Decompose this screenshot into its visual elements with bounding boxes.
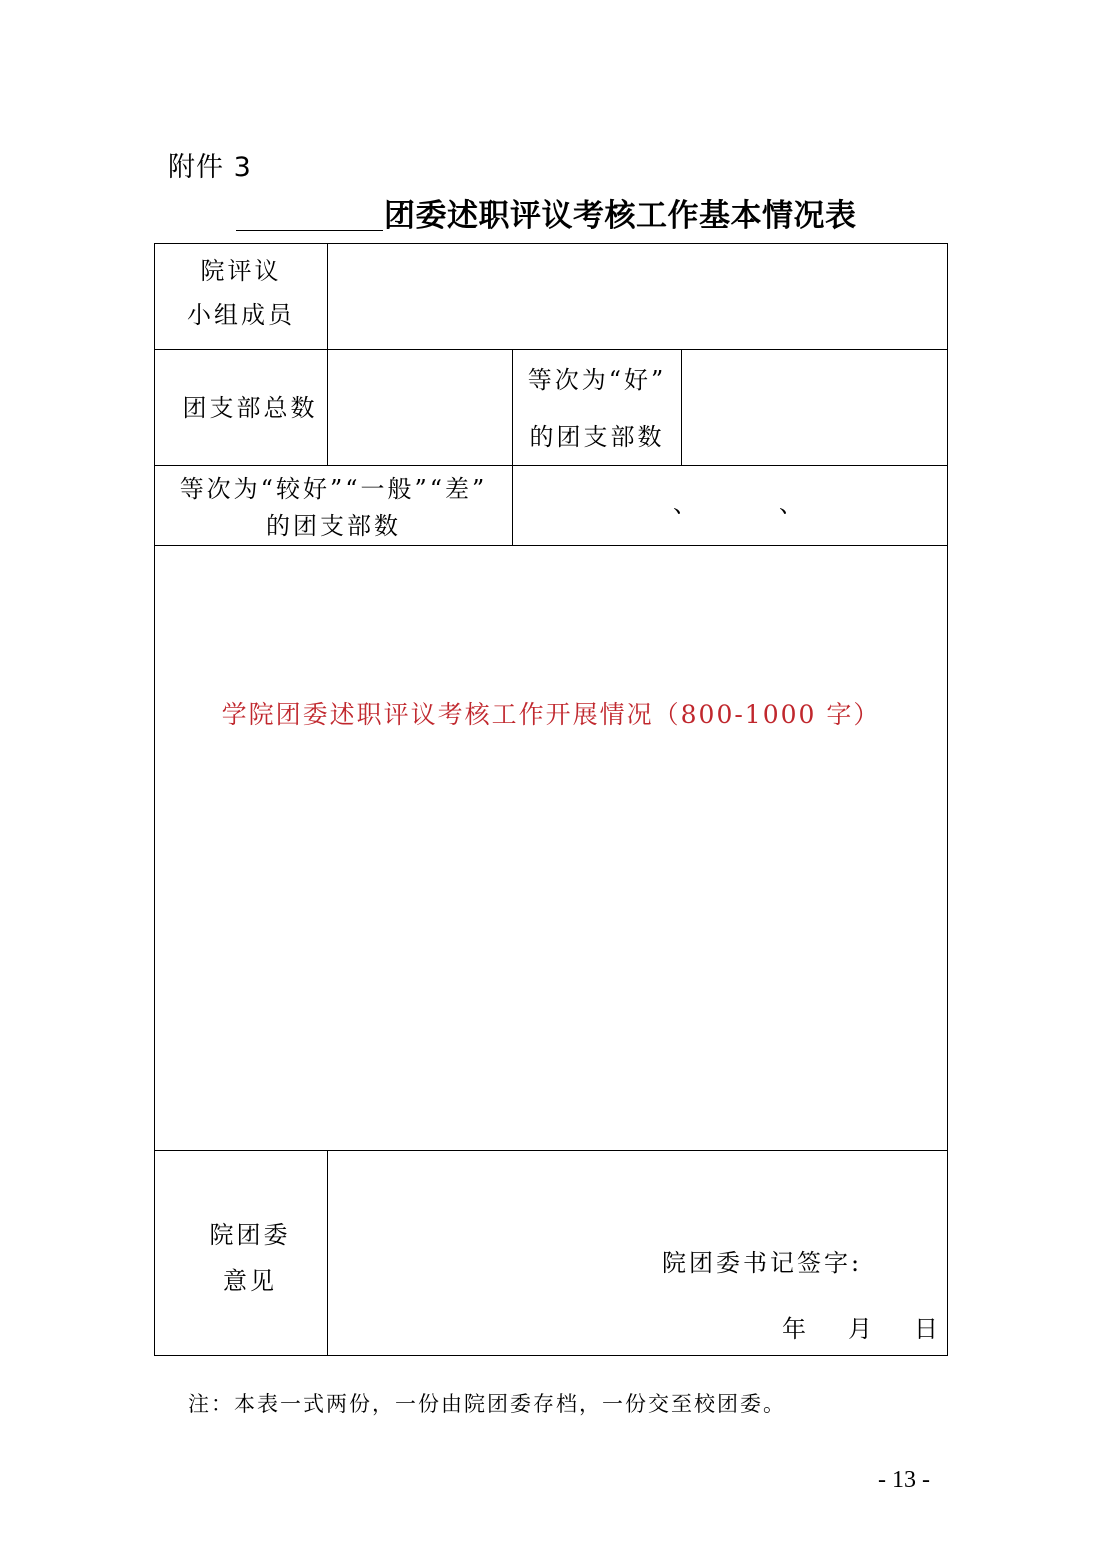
assessment-form-table [154, 243, 948, 1356]
other-grades-label-cell [154, 465, 513, 546]
page-number: - 13 - [878, 1467, 930, 1493]
good-label-line2: 的团支部数 [529, 423, 665, 451]
committee-label-line2: 小组成员 [187, 301, 295, 329]
opinion-label-line2: 意见 [223, 1267, 277, 1295]
other-grades-label-line1: 等次为“较好”“一般”“差” [179, 475, 488, 503]
committee-label-line1: 院评议 [200, 257, 282, 285]
good-branches-label-cell [512, 349, 682, 466]
date-month-label: 月 [848, 1315, 875, 1343]
attachment-label: 附件 3 [168, 152, 252, 183]
total-branches-field[interactable] [327, 349, 513, 466]
opinion-label-line1: 院团委 [209, 1221, 291, 1249]
separator-mark: 、 [673, 490, 700, 518]
title-block [236, 190, 896, 232]
total-branches-label: 团支部总数 [182, 394, 318, 422]
other-grades-field[interactable] [512, 465, 948, 546]
opinion-label-cell [154, 1150, 328, 1356]
other-grades-label-line2: 的团支部数 [266, 512, 401, 540]
good-branches-field[interactable] [681, 349, 948, 466]
title-blank-line[interactable] [236, 230, 383, 231]
total-branches-label-cell [154, 349, 328, 466]
committee-members-field[interactable] [327, 243, 948, 350]
opinion-field[interactable] [327, 1150, 948, 1356]
work-summary-field[interactable] [154, 545, 948, 1151]
secretary-signature-label: 院团委书记签字: [662, 1249, 863, 1277]
date-day-label: 日 [914, 1315, 941, 1343]
date-year-label: 年 [782, 1315, 809, 1343]
page-title: 团委述职评议考核工作基本情况表 [384, 198, 857, 234]
footer-note: 注：本表一式两份，一份由院团委存档，一份交至校团委。 [188, 1392, 786, 1416]
work-summary-prompt: 学院团委述职评议考核工作开展情况（800-1000 字） [221, 700, 881, 729]
committee-label-cell [154, 243, 328, 350]
separator-mark: 、 [779, 490, 806, 518]
good-label-line1: 等次为“好” [527, 366, 667, 394]
